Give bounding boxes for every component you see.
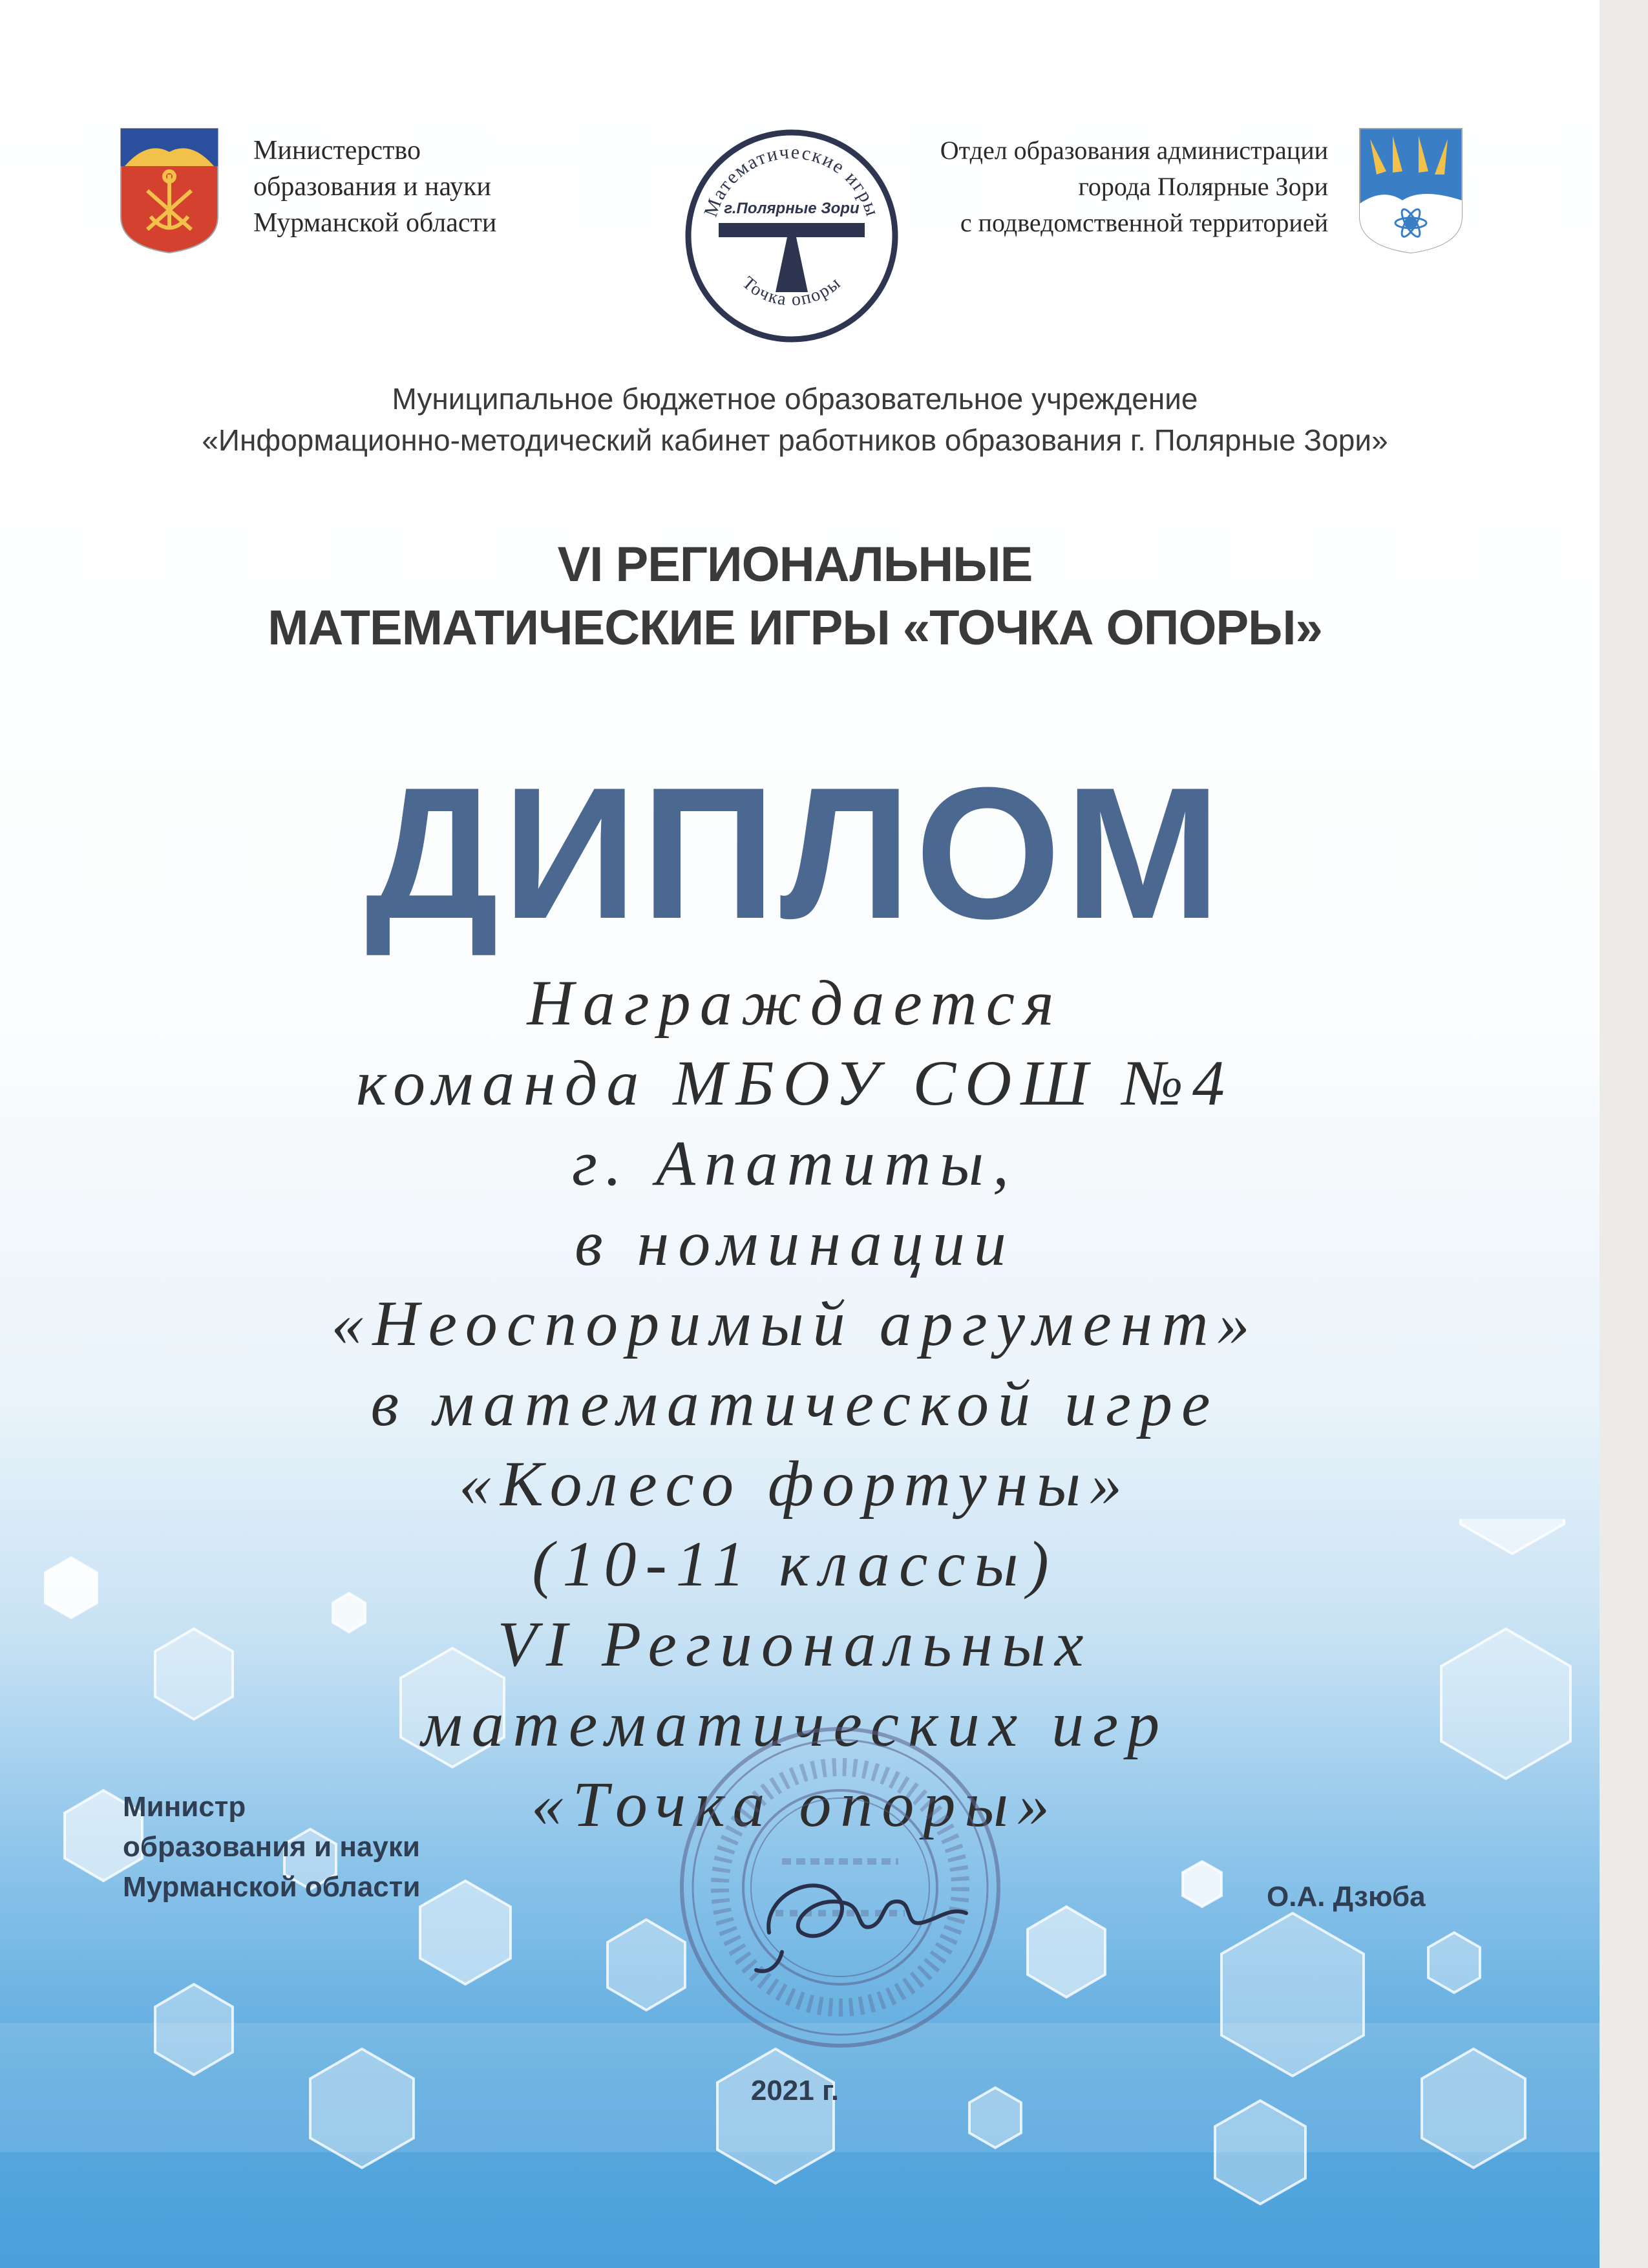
award-line: команда МБОУ СОШ №4 (356, 1047, 1234, 1119)
award-line: в номинации (575, 1207, 1015, 1279)
ministry-name (253, 132, 531, 241)
tochka-opory-logo (679, 123, 905, 349)
polyarnye-zori-coat-of-arms-icon (1357, 126, 1464, 255)
ministry-line: Мурманской области (253, 208, 497, 238)
murmansk-oblast-coat-of-arms-icon (118, 126, 220, 255)
institution-line: «Информационно-методический кабинет работников образования г. Полярные Зори» (202, 423, 1388, 457)
award-line: г. Апатиты, (572, 1127, 1018, 1199)
signature (743, 1855, 976, 1978)
scan-margin (1600, 0, 1648, 2268)
ministry-line: Министерство (253, 136, 421, 165)
award-line: (10-11 классы) (532, 1528, 1058, 1600)
department-line: города Полярные Зори (1078, 172, 1328, 201)
signatory-title-line: Министр (123, 1791, 246, 1823)
logo-city: г.Полярные Зори (724, 200, 860, 217)
logo-top-arc: Математические игры (699, 141, 884, 220)
department-line: Отдел образования администрации (940, 136, 1328, 165)
award-line: «Колесо фортуны» (459, 1448, 1131, 1520)
signatory-title-line: Мурманской области (123, 1871, 421, 1903)
event-title (0, 533, 1590, 660)
signatory-title-line: образования и науки (123, 1831, 420, 1863)
logo-bottom-arc: Точка опоры (738, 272, 845, 310)
award-line: Награждается (527, 967, 1063, 1039)
signatory-name: О.А. Дзюба (1267, 1881, 1426, 1913)
award-line: «Точка опоры» (531, 1768, 1059, 1840)
department-line: с подведомственной территорией (960, 208, 1328, 237)
award-line: VI Региональных (497, 1608, 1093, 1680)
diploma-year: 2021 г. (750, 2075, 840, 2106)
award-line: «Неоспоримый аргумент» (331, 1288, 1259, 1359)
department-name (905, 132, 1328, 241)
event-title-line: МАТЕМАТИЧЕСКИЕ ИГРЫ «ТОЧКА ОПОРЫ» (268, 600, 1322, 655)
award-line: математических игр (421, 1688, 1169, 1760)
institution-line: Муниципальное бюджетное образовательное учреждение (392, 382, 1198, 416)
award-line: в математической игре (370, 1368, 1220, 1439)
signatory-title (123, 1787, 485, 1907)
diploma-heading: ДИПЛОМ (364, 748, 1225, 958)
award-text (0, 963, 1590, 1845)
event-title-line: VI РЕГИОНАЛЬНЫЕ (557, 537, 1033, 592)
ministry-line: образования и науки (253, 172, 491, 202)
institution-name (0, 378, 1590, 461)
